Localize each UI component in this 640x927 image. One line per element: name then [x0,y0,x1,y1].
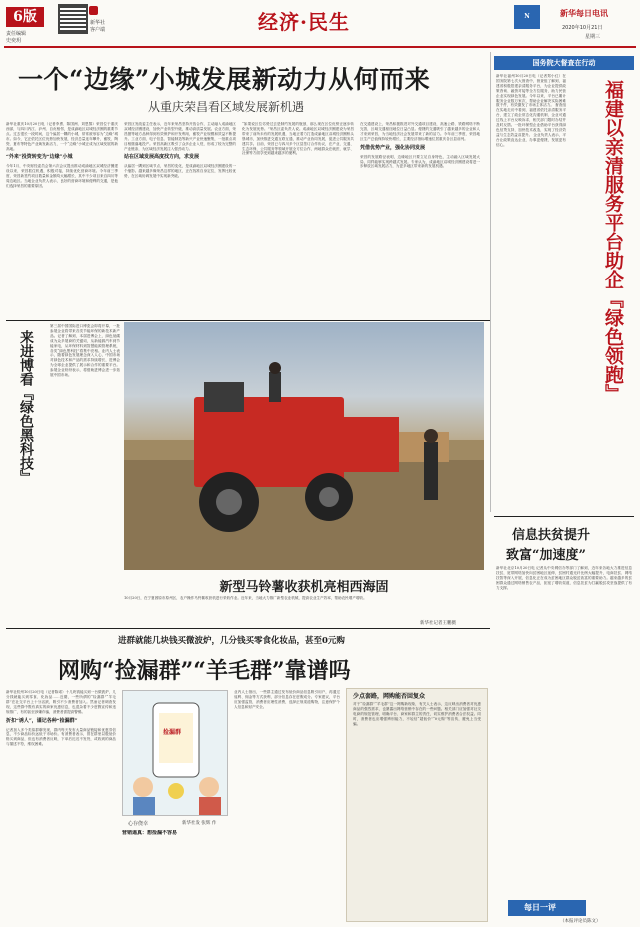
masthead-rule [4,46,636,48]
info-poverty-headline-2: 致富“加速度” [506,548,586,563]
lead-column-3 [242,122,354,318]
xinhua-client-label-2: 客户端 [90,27,106,33]
photo-caption-desc [124,596,484,616]
expo-headline: 来进博看『绿色黑科技』 [18,330,34,484]
issue-weekday: 星期三 [585,34,601,40]
bottom-column-1 [6,690,116,922]
bottom-body-3a: 业内人士指出，一些群主通过发布低价商品信息吸引用户，再通过返利、佣金等方式获利，部分信息存在虚假成分。专家建议，平台应加强监管，消费者应理性消费，选择正规渠道购物，注意保护个人信息和财产安全。 [234,690,340,709]
lead-body-1b: 今年1月，中央财经委员会第六次会议提出推动成渝地区双城经济圈建设以来，荣昌抓住机遇，积极对接，持续优化营商环境。今年前三季度，荣昌新签约项目数量和金额均大幅增长，其中不少项目来自四川等周边地区。当地企业负责人表示，良好的营商环境和便利的交通，是他们选择荣昌的重要原因。 [6,164,118,189]
masthead [0,0,640,48]
bottom-column-2 [234,690,340,922]
right-divider [490,52,491,512]
xinhua-app-icon [89,6,98,15]
info-poverty-headline-1: 信息扶贫提升 [512,528,591,543]
fujian-headline: 福建以亲清服务平台助企『绿色领跑』 [602,80,624,403]
lead-body-4b: 荣昌的发展路径表明，边缘地区只要立足自身特色，主动融入区域发展大局，同样能够实现跨越式发展。专家认为，成渝地区双城经济圈建设将进一步释放区域发展活力，为更多地区带来新的发展机遇。 [360,154,480,169]
lead-column-2 [124,122,236,318]
section-rule-left [6,320,490,321]
xinhua-client-label-1: 新华社 [90,20,106,26]
bottom-body-1: 新华社杭州10月20日电（记者陈诺）十几块钱能买到一台微波炉，几分钱就能买到零食、化妆品……近期，一些所谓的“捡漏群”“羊毛群”在社交平台上十分活跃，吸引不少消费者加入。然而记者调查发现，这些群中既有真实的商家优惠信息，也混杂着不少虚假宣传和违规推广，有的甚至涉嫌诈骗，消费者需提高警惕。 [6,690,116,714]
expo-column [50,324,120,624]
cartoon-caption: 心存侥幸 [128,821,149,827]
bottom-kicker: 进群就能几块钱买微波炉，几分钱买零食化妆品，甚至0元购 [118,636,345,646]
bottom-subheading-2: 营销逼真：想捡漏不容易 [122,830,178,836]
expo-body: 第三届中国国际进口博览会即将开幕，一批参展企业将带来各类节能环保的新技术新产品。记者了解到，本届进博会上，绿色低碳成为众多展商的关键词，从新能源汽车到节能家电，从环保材料到智慧能源管理系统，各类“绿色黑科技”将集中亮相。业内人士表示，随着绿色发展理念深入人心，中国市场对绿色技术和产品的需求持续增长，进博会为全球企业提供了展示和合作的重要平台。参展企业纷纷表示，将借助进博会进一步拓展中国市场。 [50,324,120,378]
harvester-illustration [124,322,484,570]
lead-column-4 [360,122,480,318]
cartoon-illustration [123,691,228,816]
editor-label: 责任编辑 [6,31,27,37]
lead-body-1: 新华社重庆10月20日电（记者李勇、陈国洲、刘恩黎）荣昌位于重庆西部，与四川内江、泸州、自贡相邻，是成渝地区双城经济圈的重要节点。过去很长一段时间，这个偏居一隅的小城，常常被形容为“边缘”城市。如今，它正依托区位优势加快发展，经济总量连年攀升，畜牧、陶瓷、夏布等特色产业焕发新活力，一个“边缘”小城正成为区域发展的新高地。 [6,122,118,151]
inspection-banner: 国务院大督查在行动 [494,56,634,70]
consumer-panel [346,688,488,922]
info-poverty-column [496,566,632,896]
lead-column-1 [6,122,118,318]
info-poverty-body: 新华社北京10月20日电 记者从中央网信办等部门了解到，近年来各地大力推进信息扶贫，宽带网络加快向贫困地区延伸，贫困村通光纤比例大幅提升，电商扶贫、网络扶智等深入开展，信息化正在成为贫困地区群众脱贫致富的重要助力。越来越多的贫困群众通过网络销售农产品，拓宽了增收渠道，信息扶贫为打赢脱贫攻坚战提供了有力支撑。 [496,566,632,590]
issue-date: 2020年10月21日 [562,25,603,31]
editor-name: 史奕玥 [6,38,22,44]
section-rule-bottom [6,628,490,629]
lead-subheading-3: 凭借优势产业，强化协同发展 [360,144,426,151]
photo-caption-title: 新型马铃薯收获机亮相西海固 [219,580,389,595]
fujian-body-2: 督查组在实地走访中看到，福建省依托亲清服务平台，建立了政企常态化沟通机制，企业可通过线上平台反映诉求，相关部门限时办结并及时反馈。一批环保型企业借助平台获得绿色信贷支持，加快技术改造，实现了经济效益与生态效益双提升。 [496,103,566,137]
lead-subhead: 从重庆荣昌看区域发展新机遇 [148,100,305,114]
section-rule-right [494,516,634,517]
lead-headline: 一个“边缘”小城发展新动力从何而来 [18,65,431,94]
daily-comment-note: （本报评论员陈文） [560,919,601,924]
bottom-body-2: 记者加入多个类似群聊发现，群内每天发布大量商品链接和优惠券信息，不少商品标价远低于市场价。有消费者表示，曾在群里以极低价格买到商品，但也有消费者反映，下单后迟迟不发货，或收到的商品与描述不符，维权困难。 [6,727,116,747]
harvester-photo [124,322,484,570]
photo-credit: 新华社记者王鹏摄 [420,621,456,626]
newspaper-logo-text: 新华每日电讯 [560,8,608,18]
lead-body-2b: 从偏居一隅到区域节点，荣昌的变化，是成渝地区双城经济圈建设的一个缩影。越来越多像荣昌这样的地区，正在找准自身定位，发挥比较优势，在区域协调发展中实现新突破。 [124,164,236,179]
section-title: 经济·民生 [258,10,350,34]
lead-body-3: “如果说区位劣势过去是制约发展的瓶颈，那么现在区位优势正逐步转化为发展优势。”荣昌区委负责人说。成渝地区双城经济圈建设为荣昌带来了前所未有的发展机遇，当地正着力打造成渝地区双城经济圈桥头堡城市，加快推进交通互联互通，推动产业协同发展，促进公共服务共建共享。目前，荣昌已与四川多个区县签订合作协议，在产业、交通、生态环保、公共服务等领域开展全方位合作，两地群众在就医、就学、社保等方面享受到越来越多的便利。 [242,122,354,156]
cartoon-sign: 捡漏群 [163,729,182,736]
cartoon-credit: 新华社发 张辉 作 [182,821,217,826]
bottom-column-2b [122,830,228,922]
page-number-badge: 6版 [6,7,44,27]
lead-body-2: 荣昌区发改委主任表示，近年来荣昌坚持开放合作，主动融入成渝地区双城经济圈建设，加快产业转型升级，推动高质量发展。农业方面，荣昌猪等地方品种得到有效保护和开发利用，畜牧产业规模和效益不断提升。工业方面，电子信息、智能制造等新兴产业快速聚集，一批重点项目相继落地投产。荣昌高新区吸引了众多企业入驻，形成了较为完整的产业链条，为区域经济发展注入强劲动力。 [124,122,236,151]
lead-subheading-2: 站在区域发展高度找方向，求发展 [124,154,200,161]
lead-body-4: 在交通建设上，荣昌积极推进对外交通项目建设，高速公路、铁路网络不断完善，区域交通枢纽地位日益凸显。便捷的交通吸引了越来越多的企业和人才来到荣昌，为当地经济社会发展带来了新的活力。今年前三季度，荣昌地区生产总值保持较快增长，主要经济指标增速位居重庆各区县前列。 [360,122,480,141]
fujian-body-3: 企业负责人表示，平台让政策直达企业，办事更便捷，发展更有信心。 [496,132,566,147]
lead-subheading-1: “外来”投资转变为“边缘”小城 [6,154,73,161]
news-brand-logo: N [514,5,540,29]
daily-comment-tag: 每日一评 [508,900,586,916]
cartoon-image [122,690,228,816]
bottom-subheading-1: 折扣“诱人”，谨记各种“捡漏群” [6,717,78,724]
fujian-column-1 [496,74,566,514]
qr-code-icon [60,6,86,32]
consumer-panel-title: 少点套路，网购能否回复众 [353,693,426,700]
fujian-body-1: 新华社福州10月20日电（记者郑小红）在国务院第七次大督查中，督查组了解到，福建省积极搭建亲清服务平台，为企业提供政策咨询、融资对接等全方位服务，助力民营企业实现绿色发展。今年以来，平台已累计服务企业数万家次，帮助企业解决实际困难数千件，有效激发了市场主体活力。 [496,74,566,108]
bottom-headline: 网购“捡漏群”“羊毛群”靠谱吗 [58,658,351,684]
photo-desc-text: 10月20日，在宁夏固原市原州区，农户操作马铃薯收获机进行采收作业。近年来，当地大力推广新型农业机械，提高农业生产效率，帮助农民增产增收。 [124,596,367,600]
consumer-panel-body: 对于“捡漏群”“羊毛群”这一网购新现象，有关人士表示，这反映出消费者对优惠商品的强烈需求，也暴露出网络营销中存在的一些问题。相关部门应加强对社交电商的规范管理，明确平台、商家和群主的责任，切实维护消费者合法权益。同时，消费者也应增强辨别能力，不轻信“超低价”“0元购”等宣传，避免上当受骗。 [353,702,481,726]
